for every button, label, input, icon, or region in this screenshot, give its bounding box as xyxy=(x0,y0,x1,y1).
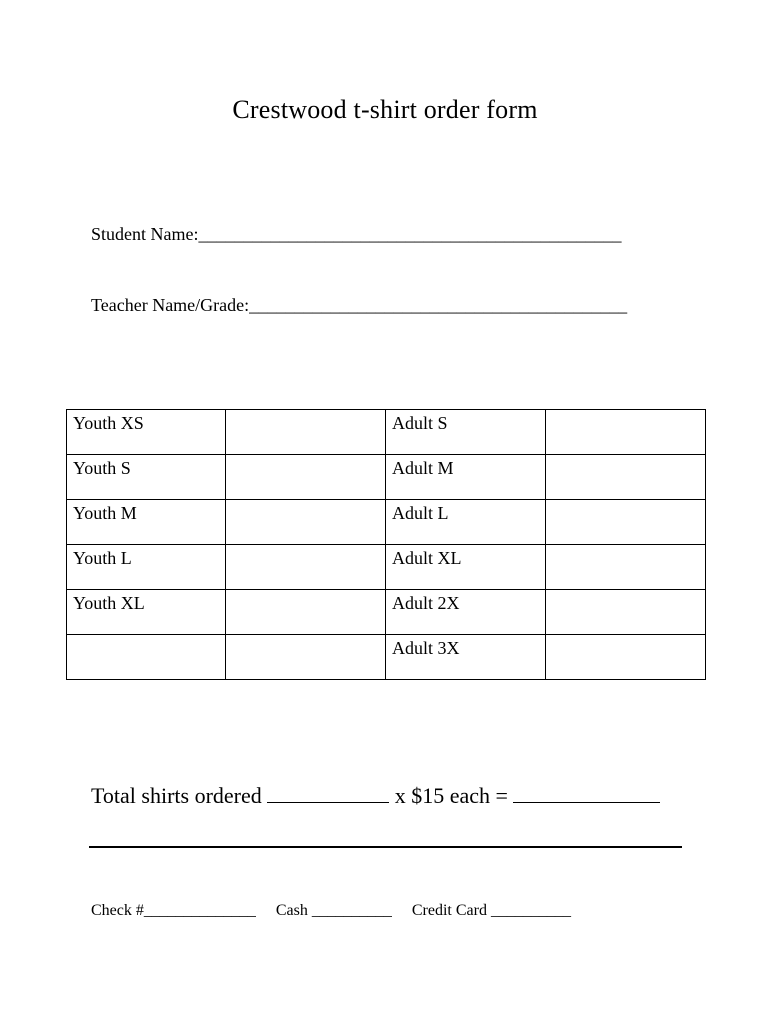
divider xyxy=(89,846,682,848)
adult-size-label: Adult 2X xyxy=(386,590,546,635)
cash-field[interactable]: Cash __________ xyxy=(275,902,392,919)
table-row xyxy=(67,410,706,455)
payment-line xyxy=(91,901,587,921)
teacher-grade-field[interactable]: Teacher Name/Grade:__________________________________________ xyxy=(91,295,628,315)
check-number-field[interactable]: Check #______________ xyxy=(91,902,256,919)
youth-quantity-cell[interactable] xyxy=(226,590,386,635)
youth-quantity-cell[interactable] xyxy=(226,545,386,590)
youth-quantity-cell[interactable] xyxy=(226,455,386,500)
student-name-field[interactable]: Student Name:_______________________________________________ xyxy=(91,224,622,244)
total-label: Total shirts ordered xyxy=(91,783,262,808)
youth-size-label: Youth XS xyxy=(67,410,226,455)
adult-size-label: Adult 3X xyxy=(386,635,546,680)
youth-quantity-cell[interactable] xyxy=(226,635,386,680)
adult-quantity-cell[interactable] xyxy=(546,545,706,590)
table-row xyxy=(67,590,706,635)
adult-size-label: Adult M xyxy=(386,455,546,500)
youth-size-label: Youth XL xyxy=(67,590,226,635)
total-line xyxy=(91,780,660,810)
adult-quantity-cell[interactable] xyxy=(546,410,706,455)
youth-size-label xyxy=(67,635,226,680)
youth-size-label: Youth S xyxy=(67,455,226,500)
total-quantity-blank[interactable] xyxy=(267,780,389,803)
youth-size-label: Youth M xyxy=(67,500,226,545)
size-order-table xyxy=(66,409,706,680)
table-row xyxy=(67,635,706,680)
adult-quantity-cell[interactable] xyxy=(546,500,706,545)
adult-size-label: Adult L xyxy=(386,500,546,545)
youth-quantity-cell[interactable] xyxy=(226,410,386,455)
adult-quantity-cell[interactable] xyxy=(546,590,706,635)
adult-quantity-cell[interactable] xyxy=(546,455,706,500)
table-row xyxy=(67,545,706,590)
total-amount-blank[interactable] xyxy=(513,780,660,803)
youth-size-label: Youth L xyxy=(67,545,226,590)
form-title: Crestwood t-shirt order form xyxy=(232,95,538,124)
table-row xyxy=(67,455,706,500)
table-row xyxy=(67,500,706,545)
adult-size-label: Adult XL xyxy=(386,545,546,590)
adult-size-label: Adult S xyxy=(386,410,546,455)
adult-quantity-cell[interactable] xyxy=(546,635,706,680)
youth-quantity-cell[interactable] xyxy=(226,500,386,545)
price-text: x $15 each = xyxy=(394,783,508,808)
credit-card-field[interactable]: Credit Card __________ xyxy=(411,902,571,919)
